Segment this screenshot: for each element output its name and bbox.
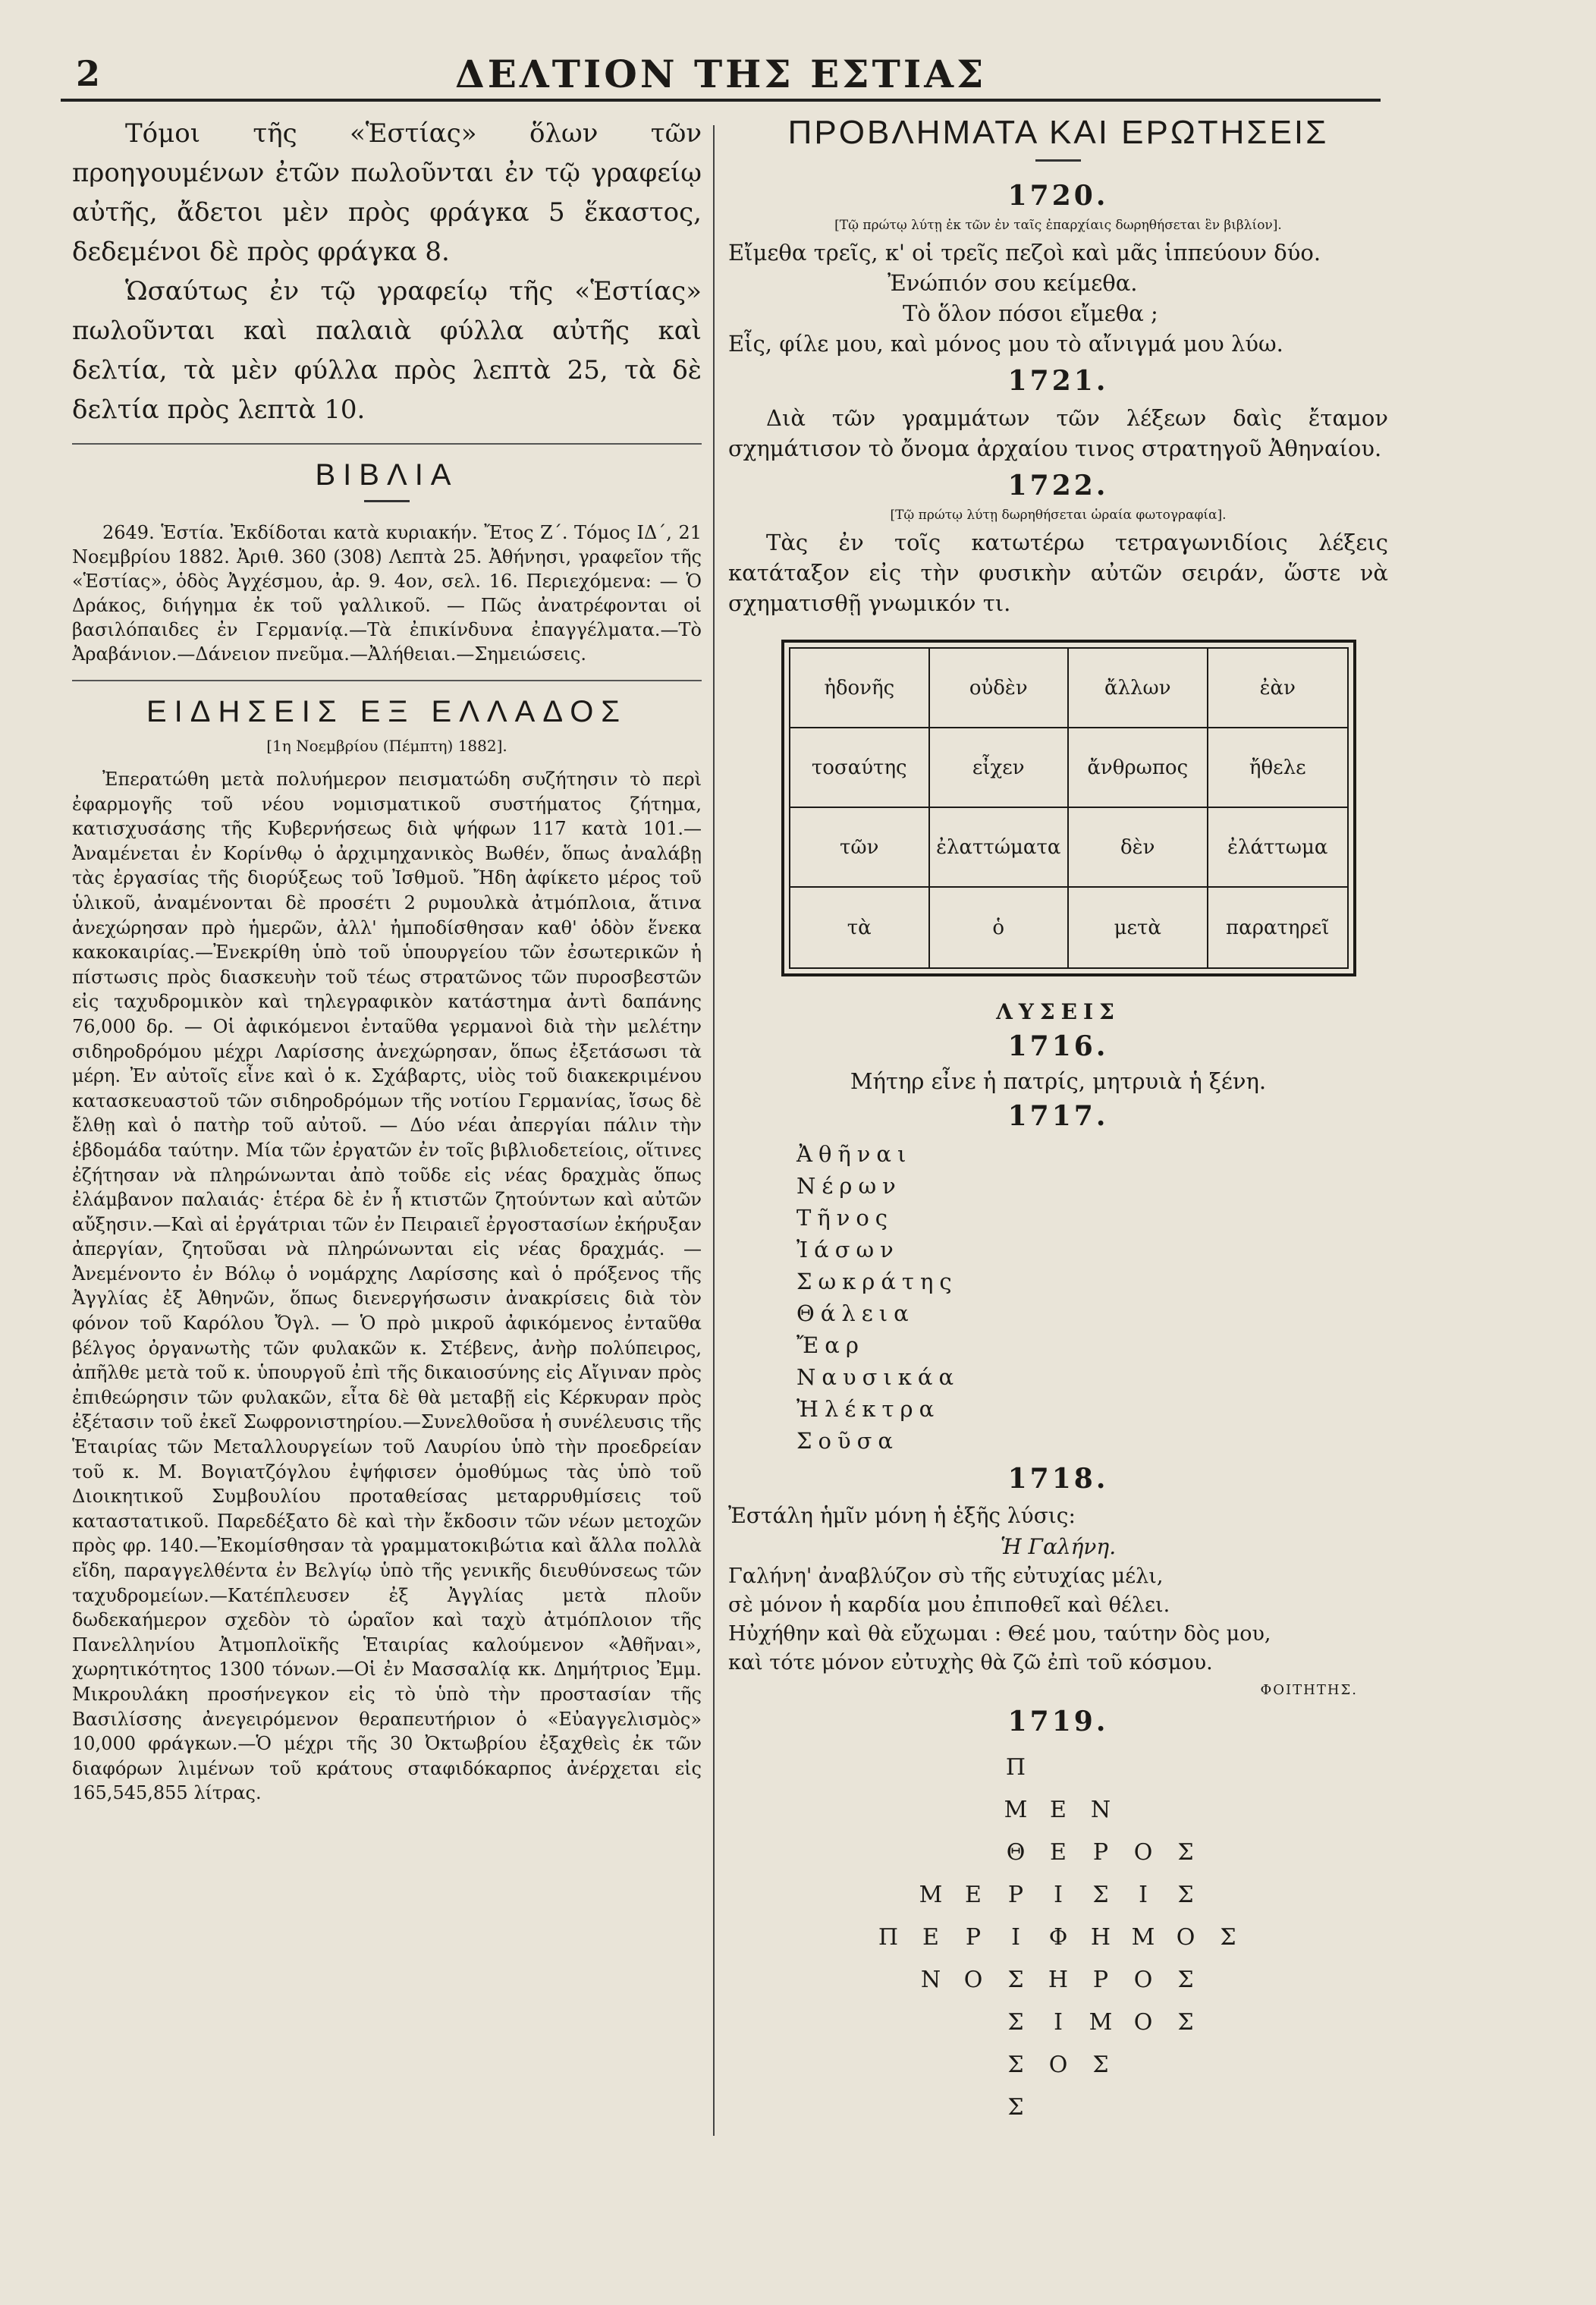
pyramid-letter bbox=[867, 2044, 910, 2086]
pyramid-letter bbox=[952, 2002, 994, 2044]
solution-text: Μήτηρ εἶνε ἡ πατρίς, μητρυιὰ ἡ ξένη. bbox=[850, 1068, 1267, 1094]
pyramid-row bbox=[728, 2002, 1388, 2044]
grid-cell: ἐὰν bbox=[1208, 649, 1348, 728]
pyramid-letter: Σ bbox=[1177, 1839, 1194, 1866]
pyramid-letter bbox=[1122, 2044, 1164, 2086]
pyramid-letter bbox=[1207, 1959, 1249, 2002]
pyramid-letter bbox=[952, 1747, 994, 1789]
acrostic-name: Νέρων bbox=[796, 1173, 902, 1199]
solutions-heading: ΛΥΣΕΙΣ bbox=[996, 999, 1120, 1024]
pyramid-letter: Ρ bbox=[1092, 1967, 1109, 1993]
pyramid-row bbox=[728, 1789, 1388, 1832]
problem-number: 1721. bbox=[1007, 365, 1109, 397]
pyramid-letter: Σ bbox=[1007, 2052, 1024, 2078]
pyramid-letter: Ν bbox=[920, 1967, 941, 1993]
solution-number: 1716. bbox=[1007, 1030, 1109, 1062]
pyramid-letter bbox=[910, 1747, 952, 1789]
verse-line: Εἴμεθα τρεῖς, κ' οἱ τρεῖς πεζοὶ καὶ μᾶς ἱππεύουν δύο. bbox=[728, 240, 1321, 266]
pyramid-letter: Σ bbox=[1007, 1967, 1024, 1993]
section-rule bbox=[72, 680, 702, 681]
poem-verse bbox=[728, 1562, 1388, 1678]
pyramid-letter bbox=[1207, 1747, 1249, 1789]
news-text: Ἐπερατώθη μετὰ πολυήμερον πεισματώδη συζήτησιν τὸ περὶ ἐφαρμογῆς τοῦ νέου νομισματικοῦ συστήματος ζήτημα, κατισχυσάσης τῆς Κυβερνήσεως διὰ ψήφων 117 κατὰ 101.—Ἀναμένεται ἐν Κορίνθῳ ὁ ἀρχιμηχανικὸς Βωθέν, ὅπως ἀναλάβῃ τὰς ἐργασίας τῆς διορύξεως τοῦ Ἰσθμοῦ. Ἤδη ἀφίκετο μέρος τοῦ ὑλικοῦ, ἀναμένονται δὲ προσέτι 2 ρυμουλκὰ ἀτμόπλοια, ἅτινα ἀνεχώρησαν πρὸ ἡμερῶν, ἀλλ' ἠμποδίσθησαν καθ' ὁδὸν ἕνεκα κακοκαιρίας.—Ἐνεκρίθη ὑπὸ τοῦ ὑπουργείου τῶν ἐσωτερικῶν ἡ πίστωσις πρὸς διασκευὴν τοῦ τέως στρατῶνος τῶν πυροσβεστῶν εἰς ταχυδρομικὸν καὶ τηλεγραφικὸν κατάστημα ἀντὶ δαπάνης 76,000 δρ. — Οἱ ἀφικόμενοι ἐνταῦθα γερμανοὶ διὰ τὴν μελέτην σιδηροδρόμου μέχρι Λαρίσσης ἀνεχώρησαν, ὅπως ἐξετάσωσι τὰ μέρη. Ἐν αὐτοῖς εἶνε καὶ ὁ κ. Σχάβαρτς, υἱὸς τοῦ διακεκριμένου κατασκευαστοῦ τῶν σιδηροδρόμων τῆς νοτίου Γερμανίας, ἴσως δὲ ἔλθῃ καὶ ὁ πατὴρ τοῦ αὐτοῦ. — Δύο νέαι ἀπεργίαι πάλιν τὴν ἑβδομάδα ταύτην. Μία τῶν ἐργατῶν ἐν τοῖς βιβλιοδετείοις, οἵτινες ἐζήτησαν νὰ πληρώνωνται ἀπὸ τοῦδε εἰς νέας δραχμὰς ὅπως ἐλάμβανον παλαιάς· ἑτέρα δὲ ἐν ἧ κτιστῶν ζητούντων καὶ αὐτῶν αὔξησιν.—Καὶ αἱ ἐργάτριαι τῶν ἐν Πειραιεῖ ἐργοστασίων ἐκήρυξαν ἀπεργίαν, ζητοῦσαι νὰ πληρώνωνται εἰς νέας δραχμάς. — Ἀνεμένοντο ἐν Βόλῳ ὁ νομάρχης Λαρίσσης καὶ ὁ πρόξενος τῆς Ἀγγλίας ἐξ Ἀθηνῶν, ὅπως διενεργήσωσιν ἀνακρίσεις διὰ τὸν φόνον τοῦ Καρόλου Ὄγλ. — Ὁ πρὸ μικροῦ ἀφικόμενος ἐνταῦθα βέλγος ὀργανωτὴς τῶν φυλακῶν κ. Στέβενς, ἀνὴρ πολύπειρος, ἀπῆλθε μετὰ τοῦ κ. ὑπουργοῦ ἐπὶ τῆς δικαιοσύνης εἰς Αἴγιναν πρὸς ἐπιθεώρησιν τῶν φυλακῶν, εἶτα δὲ θὰ μεταβῇ εἰς Κέρκυραν πρὸς ἐξέτασιν τοῦ ἐκεῖ Σωφρονιστηρίου.—Συνελθοῦσα ἡ συνέλευσις τῆς Ἑταιρίας τῶν Μεταλλουργείων τοῦ Λαυρίου ὑπὸ τὴν προεδρείαν τοῦ κ. Μ. Βογιατζόγλου ἐψήφισεν ὁμοθύμως τὰς ὑπὸ τοῦ Διοικητικοῦ Συμβουλίου προταθείσας μεταρρυθμίσεις τοῦ καταστατικοῦ. Παρεδέξατο δὲ καὶ τὴν ἔκδοσιν τῶν νέων μετοχῶν πρὸς φρ. 140.—Ἐκομίσθησαν τὰ γραμματοκιβώτια καὶ ἄλλα πολλὰ εἴδη, παραγγελθέντα ἐν Βελγίῳ ὑπὸ τῆς γενικῆς διευθύνσεως τῶν ταχυδρομείων.—Κατέπλευσεν ἐξ Ἀγγλίας μετὰ πλοῦν δωδεκαήμερον σχεδὸν τὸ ὡραῖον καὶ ταχὺ ἀτμόπλοιον τῆς Πανελληνίου Ἀτμοπλοϊκῆς Ἑταιρίας καλούμενον «Ἀθῆναι», χωρητικότητος 1300 τόνων.—Οἱ ἐν Μασσαλίᾳ κκ. Δημήτριος Ἐμμ. Μικρουλάκη προσήνεγκον εἰς τὸ ὑπὸ τὴν προστασίαν τῆς Βασιλίσσης ἀνεγειρόμενον θεραπευτήριον ὁ «Εὐαγγελισμὸς» 10,000 φράγκων.—Ὁ μέχρι τῆς 30 Ὀκτωβρίου ἐξαχθεὶς ἐκ τῶν διαφόρων λιμένων τοῦ κράτους σταφιδόκαρπος ἀνέρχεται εἰς 165,545,855 λίτρας. bbox=[72, 769, 702, 1804]
pyramid-letter: Π bbox=[878, 1924, 899, 1951]
books-heading: ΒΙΒΛΙΑ bbox=[315, 458, 459, 492]
subscription-notice bbox=[72, 114, 702, 429]
pyramid-letter: Ε bbox=[1050, 1839, 1067, 1866]
news-date: [1η Νοεμβρίου (Πέμπτη) 1882]. bbox=[266, 737, 507, 755]
pyramid-row bbox=[728, 1874, 1388, 1917]
pyramid-letter: Μ bbox=[1089, 2009, 1113, 2036]
pyramid-letter: Η bbox=[1048, 1967, 1069, 1993]
pyramid-letter: Ο bbox=[1133, 2009, 1153, 2036]
pyramid-letter: Σ bbox=[1177, 1882, 1194, 1908]
pyramid-letter bbox=[1207, 2044, 1249, 2086]
poem-line: καὶ τότε μόνον εὐτυχὴς θὰ ζῶ ἐπὶ τοῦ κόσμου. bbox=[728, 1651, 1213, 1675]
news-heading: ΕΙΔΗΣΕΙΣ ΕΞ ΕΛΛΑΔΟΣ bbox=[146, 695, 628, 728]
poem-line: σὲ μόνον ἡ καρδία μου ἐπιποθεῖ καὶ θέλει. bbox=[728, 1593, 1170, 1617]
problem-number: 1720. bbox=[1007, 180, 1109, 212]
pyramid-letter bbox=[1122, 1789, 1164, 1832]
word-grid-cells bbox=[789, 647, 1349, 969]
pyramid-letter bbox=[867, 1747, 910, 1789]
pyramid-letter bbox=[1164, 2044, 1207, 2086]
grid-cell: οὐδὲν bbox=[930, 649, 1070, 728]
problem-number: 1722. bbox=[1007, 470, 1109, 502]
pyramid-letter bbox=[910, 2086, 952, 2129]
pyramid-letter: Ε bbox=[965, 1882, 982, 1908]
heading-dash bbox=[364, 500, 410, 502]
acrostic-name: Τῆνος bbox=[796, 1205, 894, 1231]
pyramid-letter bbox=[1164, 1789, 1207, 1832]
problem-text-body: Τὰς ἐν τοῖς κατωτέρω τετραγωνιδίοις λέξεις κατάταξον εἰς τὴν φυσικὴν αὐτῶν σειράν, ὥστε νὰ σχηματισθῇ γνωμικόν τι. bbox=[728, 530, 1388, 616]
acrostic-names bbox=[796, 1138, 1388, 1457]
pyramid-letter: Ο bbox=[963, 1967, 983, 1993]
grid-cell: εἶχεν bbox=[930, 728, 1070, 808]
pyramid-row bbox=[728, 1959, 1388, 2002]
grid-cell: ὁ bbox=[930, 888, 1070, 967]
solution-number: 1718. bbox=[1007, 1463, 1109, 1495]
grid-cell: ἐλαττώματα bbox=[930, 808, 1070, 888]
pyramid-letter bbox=[1079, 2086, 1122, 2129]
pyramid-letter bbox=[952, 1789, 994, 1832]
pyramid-letter: Ρ bbox=[965, 1924, 982, 1951]
pyramid-letter: Μ bbox=[919, 1882, 943, 1908]
pyramid-letter bbox=[1207, 1789, 1249, 1832]
grid-cell: παρατηρεῖ bbox=[1226, 916, 1330, 939]
pyramid-letter bbox=[1164, 1747, 1207, 1789]
grid-cell: ἄλλων bbox=[1069, 649, 1208, 728]
grid-cell: τὰ bbox=[790, 888, 930, 967]
problem-text bbox=[728, 527, 1388, 618]
left-column bbox=[72, 114, 702, 1806]
grid-cell: τοσαύτης bbox=[790, 728, 930, 808]
pyramid-letter: Σ bbox=[1007, 2009, 1024, 2036]
pyramid-letter bbox=[1079, 1747, 1122, 1789]
acrostic-name: Ἀθῆναι bbox=[796, 1141, 913, 1167]
section-rule bbox=[72, 443, 702, 445]
grid-cell: ἡδονῆς bbox=[790, 649, 930, 728]
problem-prize-note: [Τῷ πρώτῳ λύτῃ ἐκ τῶν ἐν ταῖς ἐπαρχίαις δωρηθήσεται ἓν βιβλίον]. bbox=[834, 218, 1282, 233]
verse-line: Ἐνώπιόν σου κείμεθα. bbox=[888, 270, 1138, 296]
acrostic-name: Ἰάσων bbox=[796, 1237, 900, 1263]
pyramid-letter bbox=[1207, 1874, 1249, 1917]
header-rule bbox=[61, 99, 1381, 102]
grid-cell: μετὰ bbox=[1069, 888, 1208, 967]
pyramid-row bbox=[728, 1917, 1388, 1959]
pyramid-letter: Ο bbox=[1176, 1924, 1195, 1951]
pyramid-letter: Σ bbox=[1177, 2009, 1194, 2036]
verse-line: Εἷς, φίλε μου, καὶ μόνος μου τὸ αἴνιγμά μου λύω. bbox=[728, 331, 1283, 357]
pyramid-letter bbox=[952, 2044, 994, 2086]
pyramid-letter: Ο bbox=[1133, 1967, 1153, 1993]
pyramid-letter: Μ bbox=[1131, 1924, 1155, 1951]
acrostic-name: Θάλεια bbox=[796, 1300, 915, 1326]
problems-heading: ΠΡΟΒΛΗΜΑΤΑ ΚΑΙ ΕΡΩΤΗΣΕΙΣ bbox=[787, 114, 1329, 151]
pyramid-letter: Ε bbox=[1050, 1797, 1067, 1823]
pyramid-letter bbox=[910, 1789, 952, 1832]
pyramid-letter: Ε bbox=[922, 1924, 939, 1951]
grid-cell: ἐλάττωμα bbox=[1208, 808, 1348, 888]
pyramid-letter: Θ bbox=[1006, 1839, 1026, 1866]
pyramid-row bbox=[728, 1747, 1388, 1789]
pyramid-letter bbox=[952, 2086, 994, 2129]
solution-number: 1719. bbox=[1007, 1706, 1109, 1737]
pyramid-letter: Ν bbox=[1090, 1797, 1111, 1823]
pyramid-letter: Σ bbox=[1177, 1967, 1194, 1993]
news-body bbox=[72, 767, 702, 1806]
grid-cell: ἤθελε bbox=[1208, 728, 1348, 808]
acrostic-name: Ἠλέκτρα bbox=[796, 1396, 941, 1422]
pyramid-letter bbox=[1207, 1832, 1249, 1874]
poem-line: Γαλήνη' ἀναβλύζον σὺ τῆς εὐτυχίας μέλι, bbox=[728, 1564, 1164, 1588]
pyramid-letter: Φ bbox=[1048, 1924, 1068, 1951]
poem-line: Ηὐχήθην καὶ θὰ εὔχωμαι : Θεέ μου, ταύτην δὸς μου, bbox=[728, 1622, 1271, 1646]
pyramid-letter: Ρ bbox=[1007, 1882, 1024, 1908]
pyramid-row bbox=[728, 2086, 1388, 2129]
pyramid-letter: Ι bbox=[1011, 1924, 1020, 1951]
acrostic-name: Σωκράτης bbox=[796, 1269, 958, 1294]
letter-pyramid bbox=[728, 1747, 1388, 2129]
pyramid-letter: Ι bbox=[1054, 2009, 1063, 2036]
pyramid-letter: Σ bbox=[1007, 2094, 1024, 2121]
pyramid-letter bbox=[910, 1832, 952, 1874]
pyramid-letter bbox=[867, 1874, 910, 1917]
verse-line: Τὸ ὅλον πόσοι εἴμεθα ; bbox=[903, 300, 1158, 326]
pyramid-letter: Π bbox=[1005, 1754, 1026, 1781]
page-number: 2 bbox=[76, 53, 101, 94]
column-divider bbox=[713, 125, 715, 2136]
solution-intro: Ἐστάλη ἡμῖν μόνη ἡ ἑξῆς λύσις: bbox=[728, 1503, 1076, 1528]
problem-text bbox=[728, 403, 1388, 464]
word-grid bbox=[781, 640, 1356, 976]
pyramid-letter: Σ bbox=[1092, 1882, 1109, 1908]
pyramid-letter bbox=[867, 1959, 910, 2002]
pyramid-letter bbox=[910, 2002, 952, 2044]
pyramid-letter bbox=[1207, 2002, 1249, 2044]
notice-paragraph-1: Τόμοι τῆς «Ἑστίας» ὅλων τῶν προηγουμένων ἐτῶν πωλοῦνται ἐν τῷ γραφείῳ αὐτῆς, ἄδετοι μὲν πρὸς φράγκα 5 ἕκαστος, δεδεμένοι δὲ πρὸς φράγκα 8. bbox=[72, 118, 702, 267]
acrostic-name: Ἔαρ bbox=[796, 1332, 865, 1358]
pyramid-letter bbox=[1037, 2086, 1079, 2129]
pyramid-letter bbox=[867, 2086, 910, 2129]
pyramid-letter: Ι bbox=[1139, 1882, 1148, 1908]
pyramid-row bbox=[728, 2044, 1388, 2086]
acrostic-name: Σοῦσα bbox=[796, 1428, 899, 1454]
grid-cell: ἄνθρωπος bbox=[1069, 728, 1208, 808]
right-column bbox=[728, 114, 1388, 2129]
pyramid-letter: Ο bbox=[1048, 2052, 1068, 2078]
pyramid-letter bbox=[867, 2002, 910, 2044]
pyramid-letter: Ρ bbox=[1092, 1839, 1109, 1866]
problem-text-body: Διὰ τῶν γραμμάτων τῶν λέξεων δαὶς ἔταμον σχημάτισον τὸ ὄνομα ἀρχαίου τινος στρατηγοῦ Ἀθηναίου. bbox=[728, 405, 1388, 461]
pyramid-letter bbox=[1122, 2086, 1164, 2129]
pyramid-letter: Μ bbox=[1004, 1797, 1028, 1823]
grid-cell: τῶν bbox=[790, 808, 930, 888]
pyramid-letter: Η bbox=[1090, 1924, 1111, 1951]
books-entry-text: 2649. Ἑστία. Ἐκδίδοται κατὰ κυριακήν. Ἔτος Ζ΄. Τόμος ΙΔ΄, 21 Νοεμβρίου 1882. Ἀριθ. 360 (308) Λεπτὰ 25. Ἀθήνησι, γραφεῖον τῆς «Ἑστίας», ὁδὸς Ἀγχέσμου, ἀρ. 9. 4ον, σελ. 16. Περιεχόμενα: — Ὁ Δράκος, διήγημα ἐκ τοῦ γαλλικοῦ. — Πῶς ἀνατρέφονται οἱ βασιλόπαιδες ἐν Γερμανίᾳ.—Τὰ ἐπικίνδυνα ἐπαγγέλματα.—Τὸ Ἀραβάνιον.—Δάνειον πνεῦμα.—Ἀλήθειαι.—Σημειώσεις. bbox=[72, 522, 702, 665]
page-header bbox=[61, 46, 1381, 99]
pyramid-letter: Σ bbox=[1092, 2052, 1109, 2078]
pyramid-letter bbox=[1164, 2086, 1207, 2129]
heading-dash bbox=[1035, 159, 1081, 162]
poem-title: Ἡ Γαλήνη. bbox=[1000, 1534, 1117, 1559]
pyramid-row bbox=[728, 1832, 1388, 1874]
pyramid-letter bbox=[910, 2044, 952, 2086]
pyramid-letter bbox=[1207, 2086, 1249, 2129]
running-title: ΔΕΛΤΙΟΝ ΤΗΣ ΕΣΤΙΑΣ bbox=[455, 52, 987, 96]
riddle-verse bbox=[728, 237, 1388, 359]
solution-number: 1717. bbox=[1007, 1100, 1109, 1132]
poem-signature: ΦΟΙΤΗΤΗΣ. bbox=[1260, 1682, 1358, 1698]
acrostic-name: Ναυσικάα bbox=[796, 1364, 960, 1390]
pyramid-letter bbox=[867, 1832, 910, 1874]
grid-cell: δὲν bbox=[1069, 808, 1208, 888]
pyramid-letter bbox=[952, 1832, 994, 1874]
pyramid-letter: Ο bbox=[1133, 1839, 1153, 1866]
pyramid-letter bbox=[867, 1789, 910, 1832]
notice-paragraph-2: Ὡσαύτως ἐν τῷ γραφείῳ τῆς «Ἑστίας» πωλοῦνται καὶ παλαιὰ φύλλα αὐτῆς καὶ δελτία, τὰ μὲν φύλλα πρὸς λεπτὰ 25, τὰ δὲ δελτία πρὸς λεπτὰ 10. bbox=[72, 276, 702, 425]
pyramid-letter bbox=[1122, 1747, 1164, 1789]
pyramid-letter: Σ bbox=[1220, 1924, 1236, 1951]
books-entry bbox=[72, 520, 702, 666]
pyramid-letter: Ι bbox=[1054, 1882, 1063, 1908]
problem-prize-note: [Τῷ πρώτῳ λύτῃ δωρηθήσεται ὡραία φωτογραφία]. bbox=[890, 508, 1227, 523]
pyramid-letter bbox=[1037, 1747, 1079, 1789]
